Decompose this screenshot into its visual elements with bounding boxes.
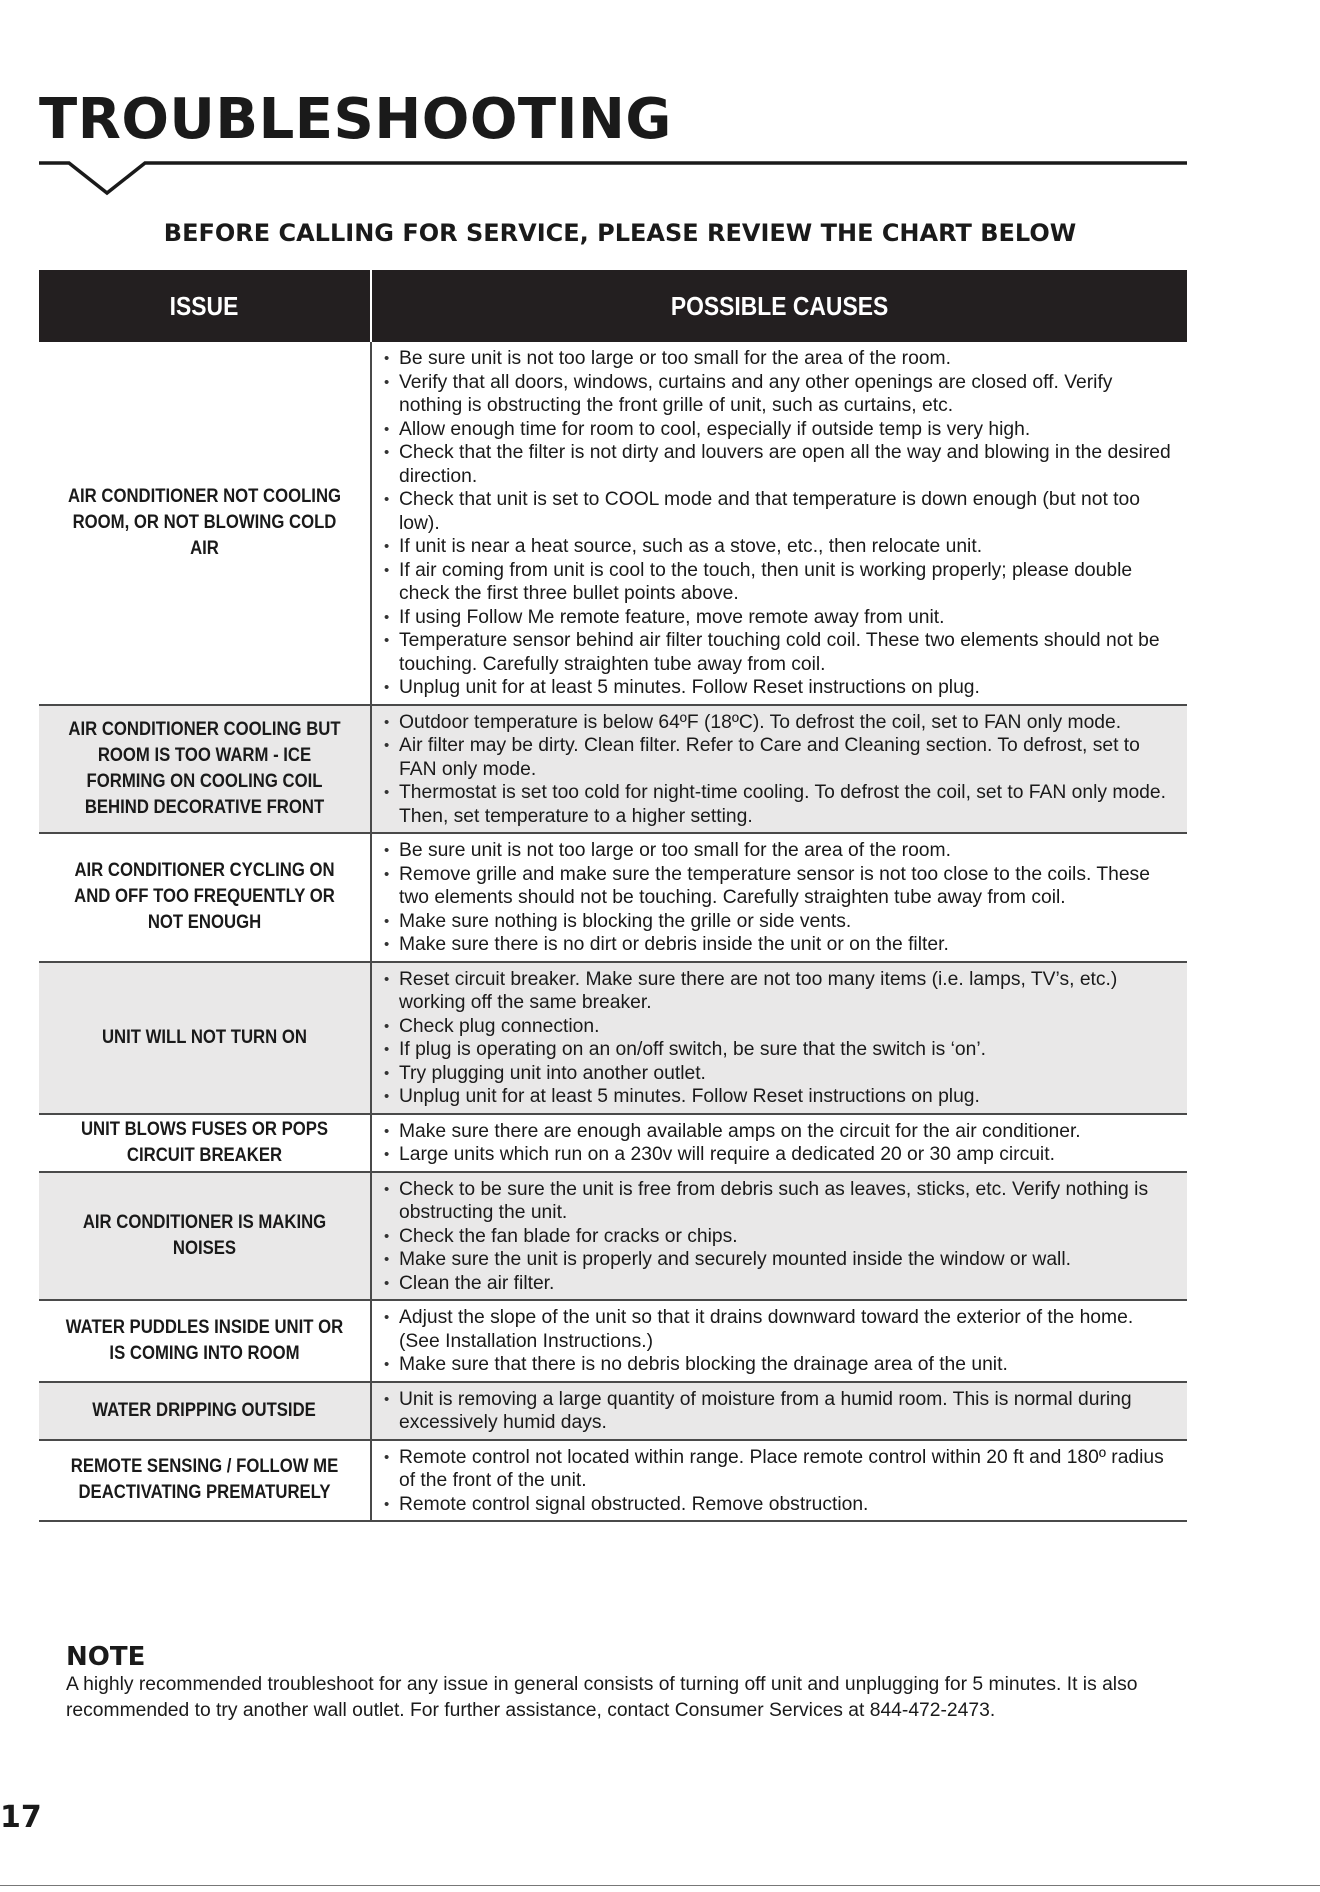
causes-list <box>382 347 1177 700</box>
issue-text: UNIT WILL NOT TURN ON <box>102 1026 307 1048</box>
causes-cell <box>371 962 1187 1114</box>
issue-cell <box>39 833 371 962</box>
causes-cell <box>371 1382 1187 1440</box>
issue-text: UNIT BLOWS FUSES OR POPS CIRCUIT BREAKER <box>80 1118 329 1166</box>
cause-item: • If air coming from unit is cool to the touch, then unit is working properly; please double check the first three bullet points above. <box>382 559 1177 606</box>
issue-text: AIR CONDITIONER CYCLING ON AND OFF TOO FREQUENTLY OR NOT ENOUGH <box>74 860 335 934</box>
page-title: TROUBLESHOOTING <box>39 87 672 152</box>
table-body <box>39 342 1187 1521</box>
cause-item: • Allow enough time for room to cool, especially if outside temp is very high. <box>382 418 1177 442</box>
issue-cell <box>39 705 371 834</box>
cause-item: • Make sure the unit is properly and securely mounted inside the window or wall. <box>382 1248 1177 1272</box>
issue-text: WATER PUDDLES INSIDE UNIT OR IS COMING INTO ROOM <box>65 1316 344 1364</box>
cause-item: • Be sure unit is not too large or too small for the area of the room. <box>382 839 1177 863</box>
issue-cell <box>39 1382 371 1440</box>
cause-item: • Check that unit is set to COOL mode and that temperature is down enough (but not too low). <box>382 488 1177 535</box>
cause-item: • Unit is removing a large quantity of moisture from a humid room. This is normal during excessively humid days. <box>382 1388 1177 1435</box>
table-row <box>39 1300 1187 1382</box>
cause-item: • If using Follow Me remote feature, move remote away from unit. <box>382 606 1177 630</box>
cause-item: • Try plugging unit into another outlet. <box>382 1062 1177 1086</box>
cause-item: • Make sure nothing is blocking the grille or side vents. <box>382 910 1177 934</box>
cause-item: • Check to be sure the unit is free from debris such as leaves, sticks, etc. Verify nothing is obstructing the unit. <box>382 1178 1177 1225</box>
title-underline-notch <box>39 158 1189 198</box>
cause-item: • Outdoor temperature is below 64ºF (18ºC). To defrost the coil, set to FAN only mode. <box>382 711 1177 735</box>
causes-cell <box>371 342 1187 705</box>
issue-text: REMOTE SENSING / FOLLOW ME DEACTIVATING PREMATURELY <box>70 1456 339 1504</box>
cause-item: • Unplug unit for at least 5 minutes. Follow Reset instructions on plug. <box>382 676 1177 700</box>
causes-list <box>382 1388 1177 1435</box>
table-row <box>39 1382 1187 1440</box>
causes-cell <box>371 1300 1187 1382</box>
cause-item: • Make sure that there is no debris blocking the drainage area of the unit. <box>382 1353 1177 1377</box>
cause-item: • If plug is operating on an on/off switch, be sure that the switch is ‘on’. <box>382 1038 1177 1062</box>
cause-item: • Clean the air filter. <box>382 1272 1177 1296</box>
issue-text: AIR CONDITIONER NOT COOLING ROOM, OR NOT BLOWING COLD AIR <box>67 485 342 559</box>
issue-cell <box>39 342 371 705</box>
issue-cell <box>39 1172 371 1301</box>
table-row <box>39 1114 1187 1172</box>
causes-cell <box>371 1440 1187 1522</box>
cause-item: • Remote control signal obstructed. Remove obstruction. <box>382 1493 1177 1517</box>
issue-cell <box>39 1300 371 1382</box>
causes-cell <box>371 1172 1187 1301</box>
causes-list <box>382 839 1177 957</box>
causes-list <box>382 1306 1177 1377</box>
causes-list <box>382 1178 1177 1296</box>
cause-item: • Large units which run on a 230v will require a dedicated 20 or 30 amp circuit. <box>382 1143 1177 1167</box>
bottom-divider <box>0 1885 1320 1886</box>
issue-cell <box>39 962 371 1114</box>
causes-cell <box>371 1114 1187 1172</box>
issue-text: WATER DRIPPING OUTSIDE <box>92 1399 317 1421</box>
causes-cell <box>371 833 1187 962</box>
causes-column-header: POSSIBLE CAUSES <box>371 270 1187 342</box>
cause-item: • Make sure there are enough available amps on the circuit for the air conditioner. <box>382 1120 1177 1144</box>
troubleshooting-table-container <box>39 270 1187 1522</box>
causes-list <box>382 1446 1177 1517</box>
cause-item: • Check plug connection. <box>382 1015 1177 1039</box>
issue-column-header: ISSUE <box>39 270 371 342</box>
cause-item: • Adjust the slope of the unit so that it drains downward toward the exterior of the home. (See Installation Instructions.) <box>382 1306 1177 1353</box>
note-body: A highly recommended troubleshoot for any issue in general consists of turning off unit and unplugging for 5 minutes. It is also recommended to try another wall outlet. For further assistance, contact Consumer Services at 844-472-2473. <box>66 1674 1138 1721</box>
table-row <box>39 342 1187 705</box>
cause-item: • Air filter may be dirty. Clean filter. Refer to Care and Cleaning section. To defrost, set to FAN only mode. <box>382 734 1177 781</box>
causes-cell <box>371 705 1187 834</box>
cause-item: • Make sure there is no dirt or debris inside the unit or on the filter. <box>382 933 1177 957</box>
cause-item: • Verify that all doors, windows, curtains and any other openings are closed off. Verify nothing is obstructing the front grille of unit, such as curtains, etc. <box>382 371 1177 418</box>
cause-item: • Be sure unit is not too large or too small for the area of the room. <box>382 347 1177 371</box>
cause-item: • Remote control not located within range. Place remote control within 20 ft and 180º radius of the front of the unit. <box>382 1446 1177 1493</box>
cause-item: • Check that the filter is not dirty and louvers are open all the way and blowing in the desired direction. <box>382 441 1177 488</box>
note-heading: NOTE <box>66 1642 146 1672</box>
table-row <box>39 833 1187 962</box>
table-header-row <box>39 270 1187 342</box>
page-number: 17 <box>0 1800 42 1835</box>
cause-item: • Temperature sensor behind air filter touching cold coil. These two elements should not be touching. Carefully straighten tube away from coil. <box>382 629 1177 676</box>
cause-item: • Unplug unit for at least 5 minutes. Follow Reset instructions on plug. <box>382 1085 1177 1109</box>
issue-text: AIR CONDITIONER COOLING BUT ROOM IS TOO WARM - ICE FORMING ON COOLING COIL BEHIND DECORATIVE FRONT <box>68 718 341 818</box>
cause-item: • If unit is near a heat source, such as a stove, etc., then relocate unit. <box>382 535 1177 559</box>
issue-cell <box>39 1440 371 1522</box>
table-row <box>39 1172 1187 1301</box>
table-row <box>39 1440 1187 1522</box>
causes-list <box>382 968 1177 1109</box>
cause-item: • Thermostat is set too cold for night-time cooling. To defrost the coil, set to FAN only mode. Then, set temperature to a higher setting. <box>382 781 1177 828</box>
cause-item: • Remove grille and make sure the temperature sensor is not too close to the coils. These two elements should not be touching. Carefully straighten tube away from coil. <box>382 863 1177 910</box>
section-subtitle: BEFORE CALLING FOR SERVICE, PLEASE REVIEW THE CHART BELOW <box>163 219 1077 247</box>
causes-list <box>382 1120 1177 1167</box>
issue-text: AIR CONDITIONER IS MAKING NOISES <box>82 1211 327 1259</box>
causes-list <box>382 711 1177 829</box>
troubleshooting-table <box>39 270 1187 1522</box>
table-row <box>39 962 1187 1114</box>
issue-cell <box>39 1114 371 1172</box>
table-row <box>39 705 1187 834</box>
cause-item: • Reset circuit breaker. Make sure there are not too many items (i.e. lamps, TV’s, etc.) working off the same breaker. <box>382 968 1177 1015</box>
cause-item: • Check the fan blade for cracks or chips. <box>382 1225 1177 1249</box>
